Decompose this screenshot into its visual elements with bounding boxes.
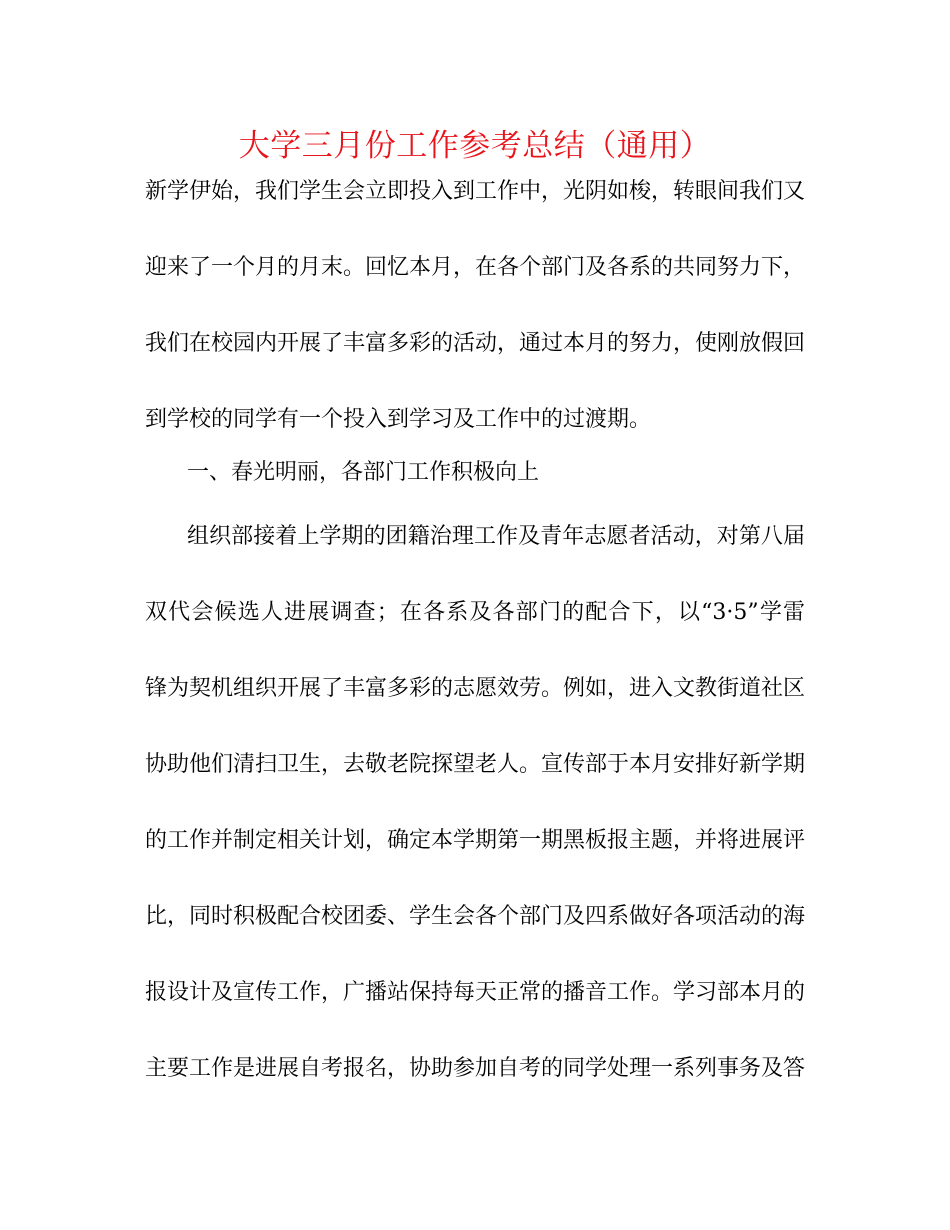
paragraph-2-line-3: 锋为契机组织开展了丰富多彩的志愿效劳。例如，进入文教街道社区 xyxy=(145,676,806,701)
paragraph-2-line-1: 组织部接着上学期的团籍治理工作及青年志愿者活动，对第八届 xyxy=(187,524,805,549)
paragraph-2-line-6: 比，同时积极配合校团委、学生会各个部门及四系做好各项活动的海 xyxy=(145,904,806,929)
paragraph-2-line-7: 报设计及宣传工作，广播站保持每天正常的播音工作。学习部本月的 xyxy=(145,980,806,1005)
section-1-heading: 一、春光明丽，各部门工作积极向上 xyxy=(187,460,540,485)
paragraph-2-line-5: 的工作并制定相关计划，确定本学期第一期黑板报主题，并将进展评 xyxy=(145,828,806,853)
paragraph-1-line-1: 新学伊始，我们学生会立即投入到工作中，光阴如梭，转眼间我们又 xyxy=(145,179,806,204)
paragraph-2-line-2: 双代会候选人进展调查；在各系及各部门的配合下，以“3·5”学雷 xyxy=(145,600,805,625)
paragraph-1-line-2: 迎来了一个月的月末。回忆本月，在各个部门及各系的共同努力下， xyxy=(145,255,806,280)
paragraph-1-line-3: 我们在校园内开展了丰富多彩的活动，通过本月的努力，使刚放假回 xyxy=(145,331,806,356)
paragraph-1-line-4: 到学校的同学有一个投入到学习及工作中的过渡期。 xyxy=(145,407,652,432)
paragraph-2-line-4: 协助他们清扫卫生，去敬老院探望老人。宣传部于本月安排好新学期 xyxy=(145,752,806,777)
paragraph-2-line-8: 主要工作是进展自考报名，协助参加自考的同学处理一系列事务及答 xyxy=(145,1056,806,1081)
document-title: 大学三月份工作参考总结（通用） xyxy=(238,128,712,164)
